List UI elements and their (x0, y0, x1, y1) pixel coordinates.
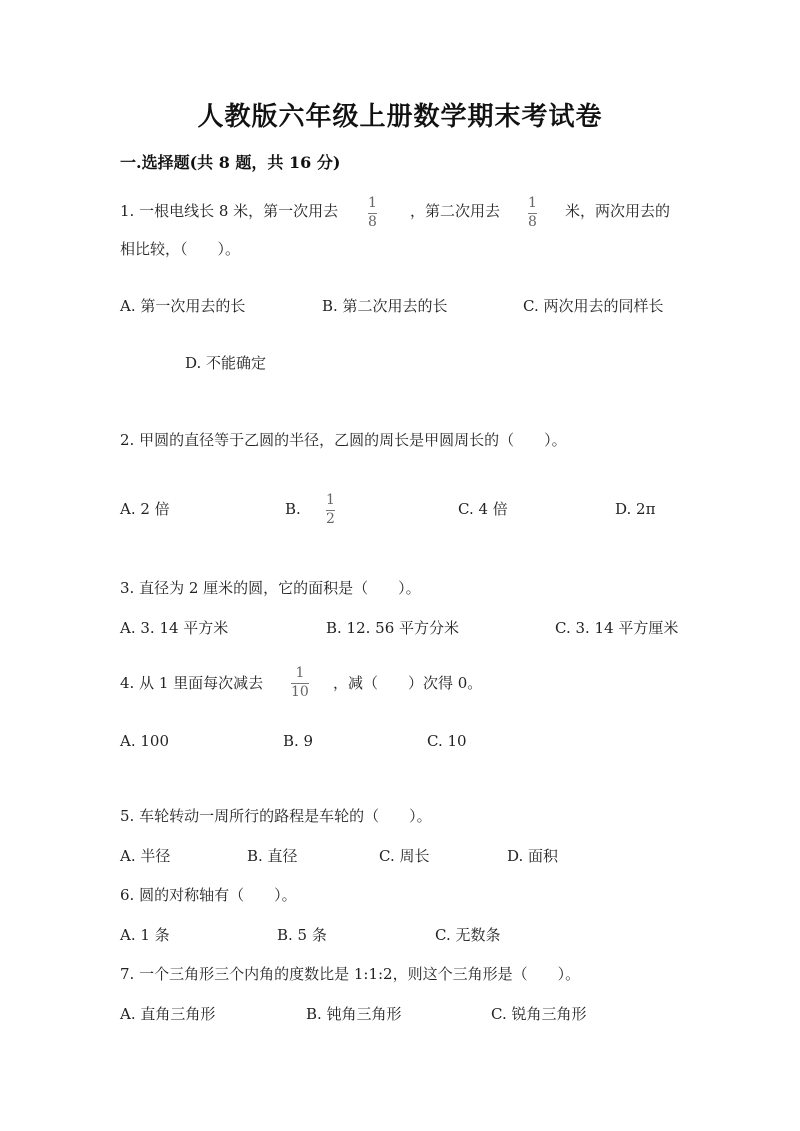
fraction-numerator: 1 (528, 195, 537, 211)
option-a[interactable]: A. 第一次用去的长 (120, 297, 246, 315)
option-b[interactable]: B. 12. 56 平方分米 (326, 619, 460, 637)
question-text: 6. 圆的对称轴有（ ）。 (120, 886, 297, 904)
option-a[interactable]: A. 3. 14 平方米 (120, 619, 229, 637)
question-text: 1. 一根电线长 8 米，第一次用去 (120, 202, 339, 220)
question-text: 5. 车轮转动一周所行的路程是车轮的（ ）。 (120, 807, 432, 825)
option-a[interactable]: A. 100 (120, 732, 169, 750)
option-c[interactable]: C. 锐角三角形 (491, 1005, 587, 1023)
fraction (291, 666, 309, 700)
fraction-denominator: 8 (528, 214, 537, 230)
section-heading: 一.选择题(共 8 题，共 16 分) (120, 153, 341, 172)
fraction (368, 196, 377, 230)
option-a[interactable]: A. 半径 (120, 847, 171, 865)
option-c[interactable]: C. 周长 (379, 847, 430, 865)
fraction-numerator: 1 (368, 195, 377, 211)
fraction-denominator: 2 (326, 511, 335, 527)
option-b[interactable]: B. 9 (283, 732, 314, 750)
option-c[interactable]: C. 10 (427, 732, 467, 750)
option-c[interactable]: C. 无数条 (435, 926, 501, 944)
fraction-numerator: 1 (295, 665, 305, 681)
option-d[interactable]: D. 面积 (507, 847, 559, 865)
option-a[interactable]: A. 1 条 (120, 926, 170, 944)
question-text: 3. 直径为 2 厘米的圆，它的面积是（ ）。 (120, 579, 421, 597)
option-a[interactable]: A. 2 倍 (120, 500, 170, 518)
question-text: 4. 从 1 里面每次减去 (120, 674, 264, 692)
option-b[interactable]: B. 5 条 (277, 926, 327, 944)
fraction-numerator: 1 (326, 492, 335, 508)
fraction-denominator: 10 (291, 684, 309, 700)
fraction (528, 196, 537, 230)
option-d[interactable]: D. 2π (615, 500, 656, 518)
option-b[interactable]: B. 直径 (247, 847, 298, 865)
question-text: ，第二次用去 (410, 202, 501, 220)
question-text: 7. 一个三角形三个内角的度数比是 1:1:2，则这个三角形是（ ）。 (120, 965, 581, 983)
option-b[interactable]: B. 第二次用去的长 (322, 297, 448, 315)
fraction-denominator: 8 (368, 214, 377, 230)
option-c[interactable]: C. 3. 14 平方厘米 (555, 619, 679, 637)
option-b[interactable]: B. (285, 500, 301, 518)
fraction (326, 493, 335, 527)
option-c[interactable]: C. 两次用去的同样长 (523, 297, 664, 315)
option-a[interactable]: A. 直角三角形 (120, 1005, 216, 1023)
option-d[interactable]: D. 不能确定 (185, 354, 267, 372)
option-c[interactable]: C. 4 倍 (458, 500, 508, 518)
question-text: 相比较，（ ）。 (120, 240, 241, 258)
question-text: ，减（ ）次得 0。 (333, 674, 483, 692)
question-text: 米，两次用去的 (565, 202, 671, 220)
option-b[interactable]: B. 钝角三角形 (306, 1005, 402, 1023)
question-text: 2. 甲圆的直径等于乙圆的半径，乙圆的周长是甲圆周长的（ ）。 (120, 431, 567, 449)
page-title: 人教版六年级上册数学期末考试卷 (197, 102, 603, 132)
